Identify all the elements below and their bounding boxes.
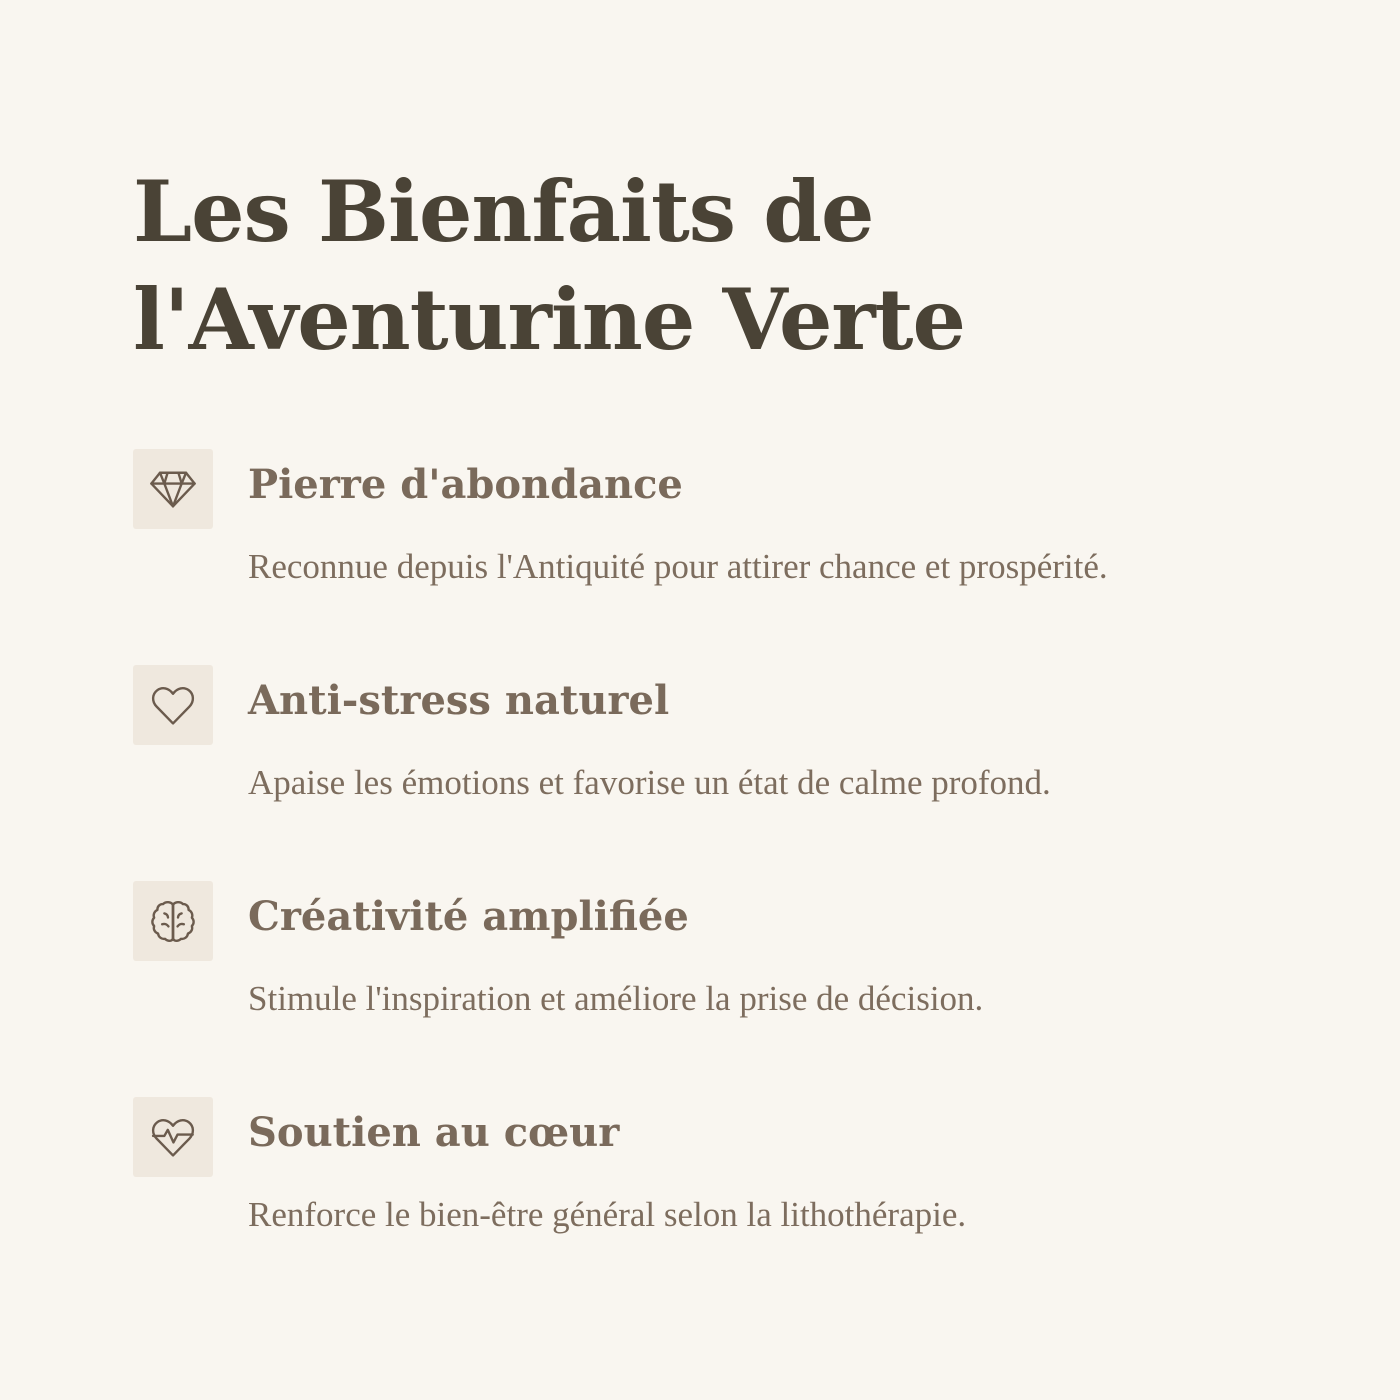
benefit-description: Stimule l'inspiration et améliore la prise de décision. — [248, 979, 984, 1018]
benefit-item — [133, 665, 1313, 881]
page-title-line-2: l'Aventurine Verte — [133, 270, 965, 369]
benefit-title: Créativité amplifiée — [248, 893, 689, 940]
benefit-title: Soutien au cœur — [248, 1109, 620, 1156]
benefit-item — [133, 881, 1313, 1097]
benefit-icon-box — [133, 1097, 213, 1177]
gem-icon — [147, 463, 199, 515]
benefits-list — [133, 449, 1313, 1313]
benefit-icon-box — [133, 881, 213, 961]
benefit-description: Reconnue depuis l'Antiquité pour attirer chance et prospérité. — [248, 547, 1108, 586]
benefit-icon-box — [133, 665, 213, 745]
page-title-line-1: Les Bienfaits de — [133, 162, 874, 261]
heart-icon — [147, 679, 199, 731]
benefit-title: Pierre d'abondance — [248, 461, 683, 508]
benefit-icon-box — [133, 449, 213, 529]
benefit-description: Renforce le bien-être général selon la lithothérapie. — [248, 1195, 967, 1234]
heart-pulse-icon — [147, 1111, 199, 1163]
benefit-item — [133, 449, 1313, 665]
benefit-item — [133, 1097, 1313, 1313]
benefit-title: Anti-stress naturel — [248, 677, 670, 724]
benefit-description: Apaise les émotions et favorise un état de calme profond. — [248, 763, 1051, 802]
brain-icon — [147, 895, 199, 947]
page-title — [133, 158, 1233, 374]
